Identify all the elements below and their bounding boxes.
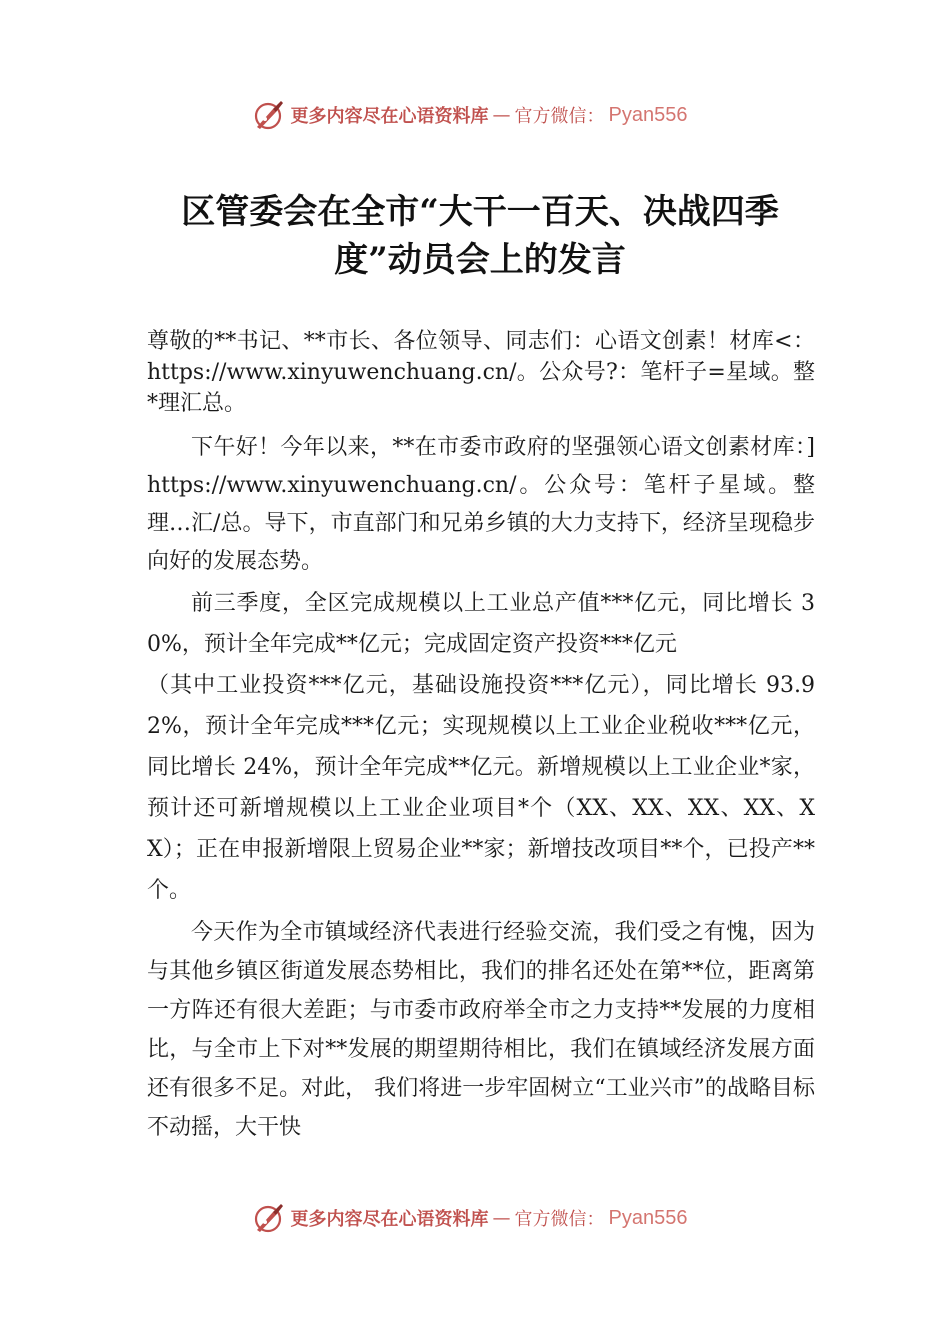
banner-wechat-label: 官方微信：	[514, 106, 605, 127]
header-watermark-banner	[0, 95, 950, 135]
banner-wechat-id: Pyan556	[608, 103, 688, 126]
banner-slogan: 更多内容尽在心语资料库	[290, 106, 489, 127]
banner-slogan-bottom: 更多内容尽在心语资料库	[290, 1209, 489, 1230]
banner-wechat-label-bottom: 官方微信：	[514, 1209, 605, 1230]
pen-nib-circle-icon	[251, 1200, 287, 1236]
document-title: 区管委会在全市“大干一百天、决战四季度”动员会上的发言	[181, 192, 779, 280]
pen-nib-circle-icon	[251, 97, 287, 133]
banner-content-bottom	[251, 1200, 688, 1236]
body-paragraph-2: 前三季度，全区完成规模以上工业总产值***亿元，同比增长 30%，预计全年完成**亿元；完成固定资产投资***亿元	[147, 591, 815, 657]
body-paragraph-3: 今天作为全市镇域经济代表进行经验交流，我们受之有愧，因为与其他乡镇区街道发展态势相比，我们的排名还处在第**位，距离第一方阵还有很大差距；与市委市政府举全市之力支持**发展的力度相比，与全市上下对**发展的期望期待相比，我们在镇域经济发展方面还有很多不足。对此， 我们将进一步牢固树立“工业兴市”的战略目标不动摇，大干快	[147, 920, 815, 1140]
greeting-paragraph: 尊敬的**书记、**市长、各位领导、同志们：心语文创素！材库<：https://www.xinyuwenchuang.cn/。公众号?：笔杆子=星域。整*理汇总。	[147, 329, 815, 416]
banner-wechat-id-bottom: Pyan556	[608, 1206, 688, 1229]
body-paragraph-1: 下午好！今年以来，**在市委市政府的坚强领心语文创素材库：]https://www.xinyuwenchuang.cn/。公众号：笔杆子星域。整理…汇/总。导下，市直部门和兄弟乡镇的大力支持下，经济呈现稳步向好的发展态势。	[147, 435, 815, 574]
banner-separator-bottom: —	[492, 1207, 511, 1229]
body-paragraph-2-continued: （其中工业投资***亿元，基础设施投资***亿元），同比增长 93.92%，预计全年完成***亿元；实现规模以上工业企业税收***亿元，同比增长 24%，预计全年完成**亿元。新增规模以上工业企业*家，预计还可新增规模以上工业企业项目*个（XX、XX、XX、XX、XX）；正在申报新增限上贸易企业**家；新增技改项目**个，已投产**个。	[147, 673, 815, 903]
banner-separator: —	[492, 104, 511, 126]
document-body	[147, 326, 815, 1147]
banner-content	[251, 97, 688, 133]
footer-watermark-banner	[0, 1198, 950, 1238]
